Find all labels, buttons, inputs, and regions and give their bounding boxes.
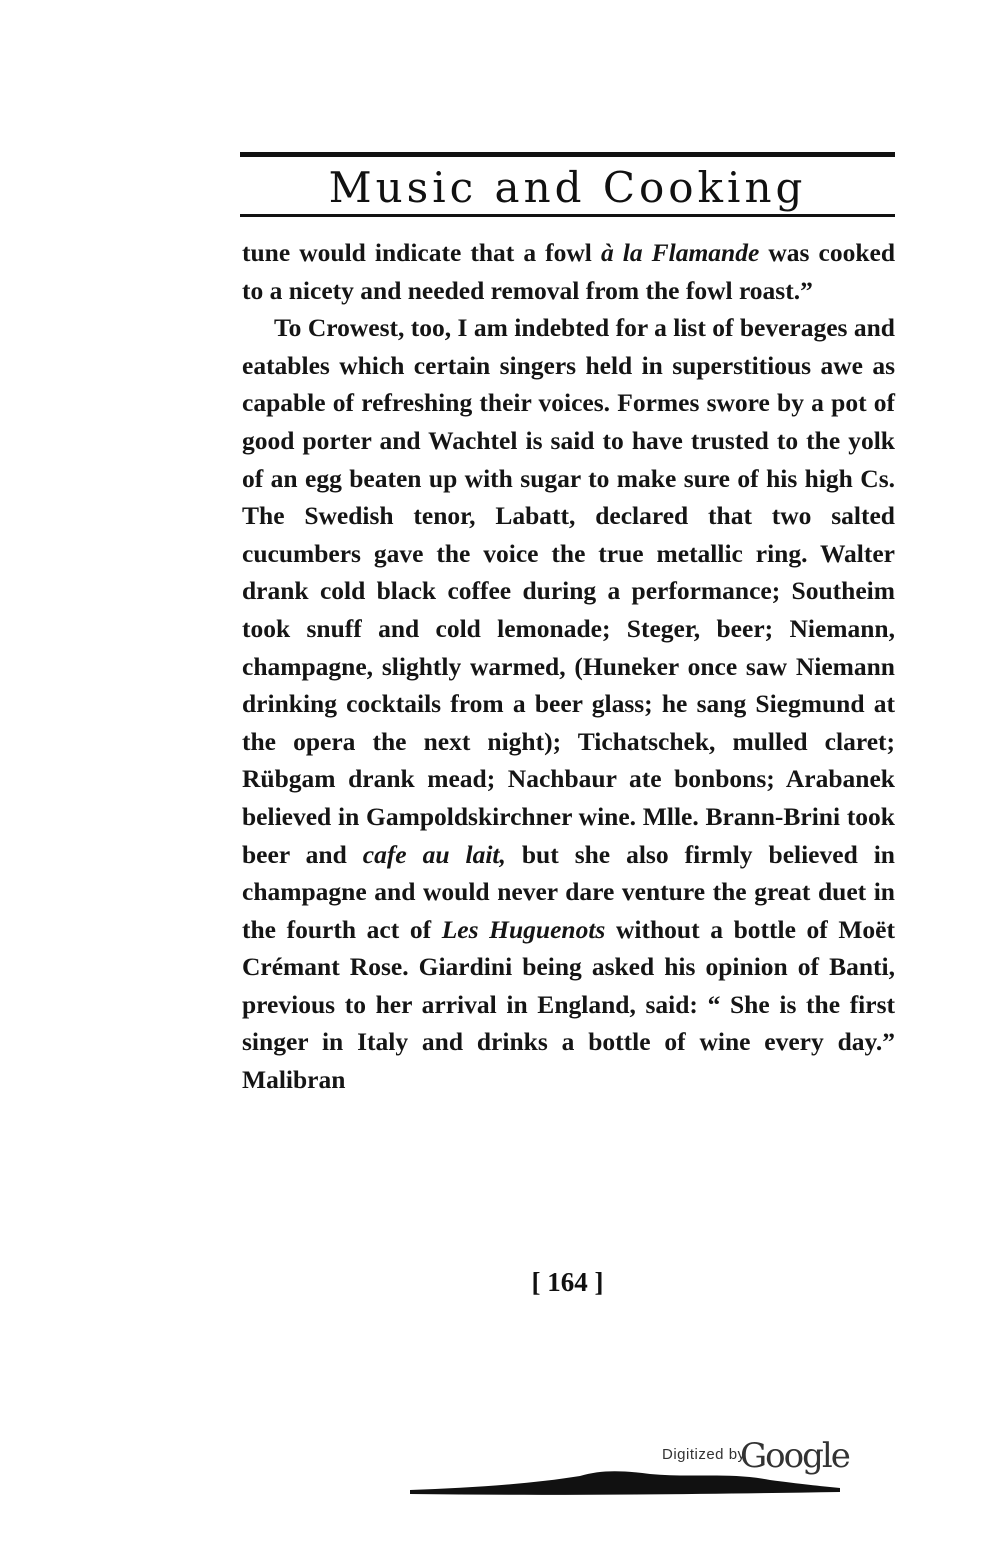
paragraph-2-italic-1: cafe au lait, [362,839,506,869]
running-title: Music and Cooking [328,163,807,212]
paragraph-1-text-b: was cooked to a nicety and needed removal from the fowl roast.” [242,238,896,305]
header-rule-top [240,152,895,157]
page-number: [ 164 ] [531,1267,604,1297]
paragraph-1-italic: à la Flamande [600,238,760,267]
paragraph-1 [242,234,895,309]
paragraph-2-italic-2: Les Huguenots [441,914,606,944]
paragraph-2-text-b: but she also firmly believed in champagne and would never dare venture the great duet in the fourth act of [242,839,895,944]
paragraph-2-text-c: without a bottle of Moët Crémant Rose. Giardini being asked his opinion of Banti, previous to her arrival in England, said: “ She is the first singer in Italy and drinks a bottle of wine every day.” Malibran [242,914,895,1095]
header-rule-bottom [240,214,895,217]
body-text [242,234,895,1099]
digitized-watermark [410,1436,849,1500]
paragraph-1-text-a: tune would indicate that a fowl [242,238,601,267]
paragraph-2 [242,309,895,1098]
watermark-logo: Google [740,1436,849,1476]
watermark-digitized-text: Digitized by [662,1446,746,1463]
paragraph-2-text-a: To Crowest, too, I am indebted for a list of beverages and eatables which certain singers held in superstitious awe as capable of refreshing their voices. Formes swore by a pot of good porter and Wachtel is said to have trusted to the yolk of an egg beaten up with sugar to make sure of his high Cs. The Swedish tenor, Labatt, declared that two salted cucumbers gave the voice the true metallic ring. Walter drank cold black coffee during a performance; Southeim took snuff and cold lemonade; Steger, beer; Niemann, champagne, slightly warmed, (Huneker once saw Niemann drinking cocktails from a beer glass; he sang Siegmund at the opera the next night); Tichatschek, mulled claret; Rübgam drank mead; Nachbaur ate bonbons; Arabanek believed in Gampoldskirchner wine. Mlle. Brann-Brini took beer and [242,313,895,869]
